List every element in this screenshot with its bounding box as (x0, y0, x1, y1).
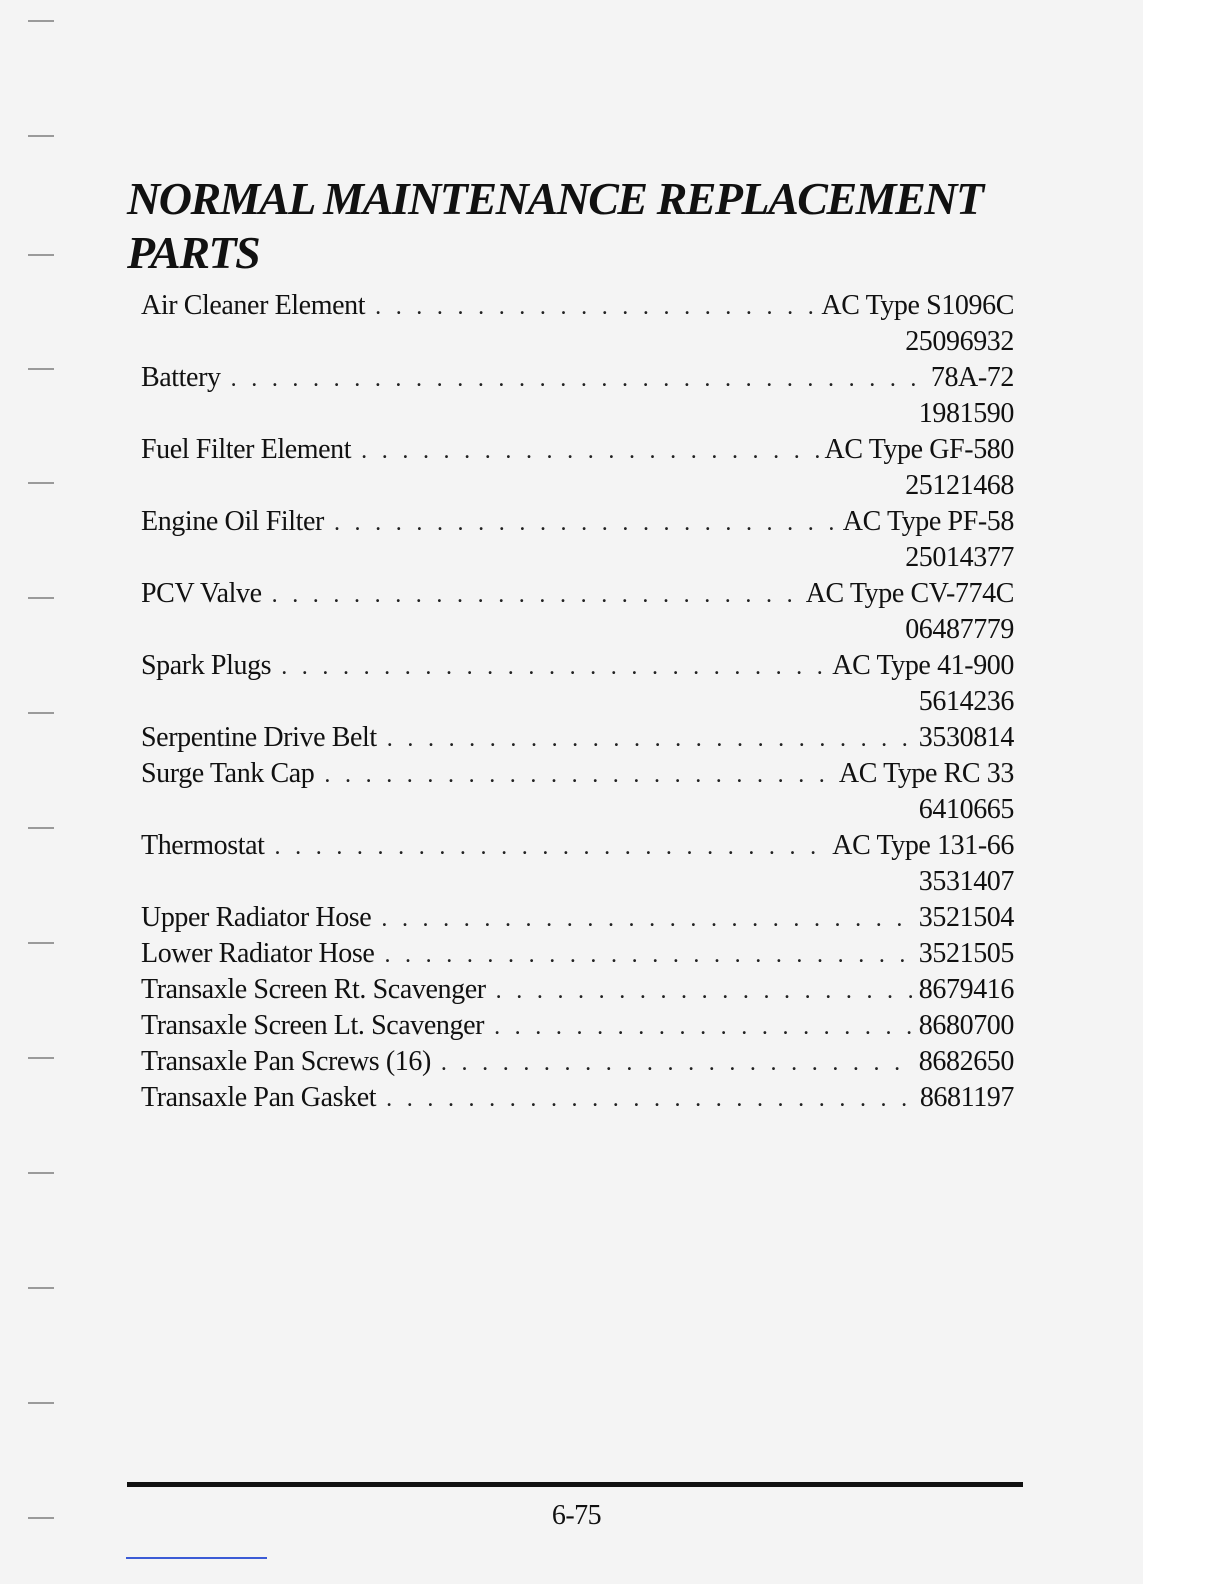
dot-leader (231, 361, 925, 397)
part-name: Transaxle Pan Gasket (141, 1082, 377, 1113)
margin-tick-marks (28, 0, 58, 1584)
part-line (141, 936, 1014, 972)
part-entry (141, 900, 1014, 936)
dot-leader (272, 577, 800, 613)
part-entry (141, 936, 1014, 972)
part-name: Serpentine Drive Belt (141, 722, 377, 753)
part-number: 3530814 (918, 722, 1014, 753)
part-number: AC Type 131-66 (832, 830, 1014, 861)
part-name: Fuel Filter Element (141, 434, 352, 465)
part-name: Lower Radiator Hose (141, 938, 375, 969)
part-entry (141, 432, 1014, 504)
dot-leader (361, 433, 818, 469)
dot-leader (386, 1081, 914, 1117)
part-line (141, 432, 1014, 468)
part-line (141, 288, 1014, 324)
part-number-secondary: 25096932 (905, 326, 1014, 357)
part-number: AC Type GF-580 (824, 434, 1014, 465)
part-line (141, 576, 1014, 612)
margin-tick (28, 1172, 54, 1174)
part-name: Spark Plugs (141, 650, 272, 681)
dot-leader (496, 973, 913, 1009)
margin-tick (28, 20, 54, 22)
dot-leader (387, 721, 913, 757)
part-number: 8681197 (919, 1082, 1014, 1113)
part-line (141, 756, 1014, 792)
part-entry (141, 1080, 1014, 1116)
part-name: Thermostat (141, 830, 265, 861)
part-entry (141, 648, 1014, 720)
part-entry (141, 576, 1014, 648)
dot-leader (381, 901, 912, 937)
part-name: Battery (141, 362, 221, 393)
part-entry (141, 288, 1014, 360)
part-number: AC Type 41-900 (832, 650, 1014, 681)
part-entry (141, 504, 1014, 576)
page-number: 6-75 (551, 1500, 602, 1531)
part-number-secondary: 25014377 (905, 542, 1014, 573)
part-name: Transaxle Screen Lt. Scavenger (141, 1010, 485, 1041)
margin-tick (28, 1402, 54, 1404)
margin-tick (28, 942, 54, 944)
margin-tick (28, 712, 54, 714)
dot-leader (334, 505, 837, 541)
part-name: Engine Oil Filter (141, 506, 324, 537)
link-underline[interactable] (126, 1557, 267, 1559)
part-line (141, 900, 1014, 936)
part-line (141, 828, 1014, 864)
part-entry (141, 720, 1014, 756)
part-number-secondary: 6410665 (918, 794, 1014, 825)
part-line (141, 972, 1014, 1008)
parts-list (141, 288, 1014, 1116)
footer-rule (127, 1482, 1023, 1487)
dot-leader (384, 937, 912, 973)
part-number: 3521504 (918, 902, 1014, 933)
part-name: Surge Tank Cap (141, 758, 315, 789)
part-number: AC Type PF-58 (842, 506, 1014, 537)
part-entry (141, 360, 1014, 432)
part-line (141, 504, 1014, 540)
dot-leader (441, 1045, 913, 1081)
part-number-secondary: 5614236 (918, 686, 1014, 717)
margin-tick (28, 1517, 54, 1519)
margin-tick (28, 827, 54, 829)
part-entry (141, 1008, 1014, 1044)
part-number: 3521505 (918, 938, 1014, 969)
part-entry (141, 972, 1014, 1008)
dot-leader (281, 649, 826, 685)
margin-tick (28, 482, 54, 484)
part-number-secondary: 25121468 (905, 470, 1014, 501)
page-title: NORMAL MAINTENANCE REPLACEMENT PARTS (127, 173, 983, 278)
margin-tick (28, 1287, 54, 1289)
dot-leader (324, 757, 832, 793)
part-number: 8682650 (918, 1046, 1014, 1077)
dot-leader (375, 289, 815, 325)
part-name: PCV Valve (141, 578, 262, 609)
margin-tick (28, 135, 54, 137)
part-number: AC Type CV-774C (805, 578, 1014, 609)
part-line (141, 1008, 1014, 1044)
part-line (141, 360, 1014, 396)
part-line (141, 648, 1014, 684)
margin-tick (28, 597, 54, 599)
part-number-secondary: 3531407 (918, 866, 1014, 897)
part-entry (141, 1044, 1014, 1080)
part-number-secondary: 06487779 (905, 614, 1014, 645)
part-name: Transaxle Screen Rt. Scavenger (141, 974, 486, 1005)
margin-tick (28, 368, 54, 370)
margin-tick (28, 1057, 54, 1059)
part-number: 8680700 (918, 1010, 1014, 1041)
part-number: 78A-72 (930, 362, 1014, 393)
dot-leader (494, 1009, 913, 1045)
part-name: Air Cleaner Element (141, 290, 366, 321)
part-number: AC Type S1096C (821, 290, 1014, 321)
part-line (141, 720, 1014, 756)
part-line (141, 1080, 1014, 1116)
part-number: AC Type RC 33 (838, 758, 1014, 789)
part-number: 8679416 (918, 974, 1014, 1005)
part-entry (141, 828, 1014, 900)
part-line (141, 1044, 1014, 1080)
dot-leader (275, 829, 827, 865)
part-name: Transaxle Pan Screws (16) (141, 1046, 431, 1077)
part-number-secondary: 1981590 (918, 398, 1014, 429)
part-name: Upper Radiator Hose (141, 902, 372, 933)
part-entry (141, 756, 1014, 828)
margin-tick (28, 254, 54, 256)
